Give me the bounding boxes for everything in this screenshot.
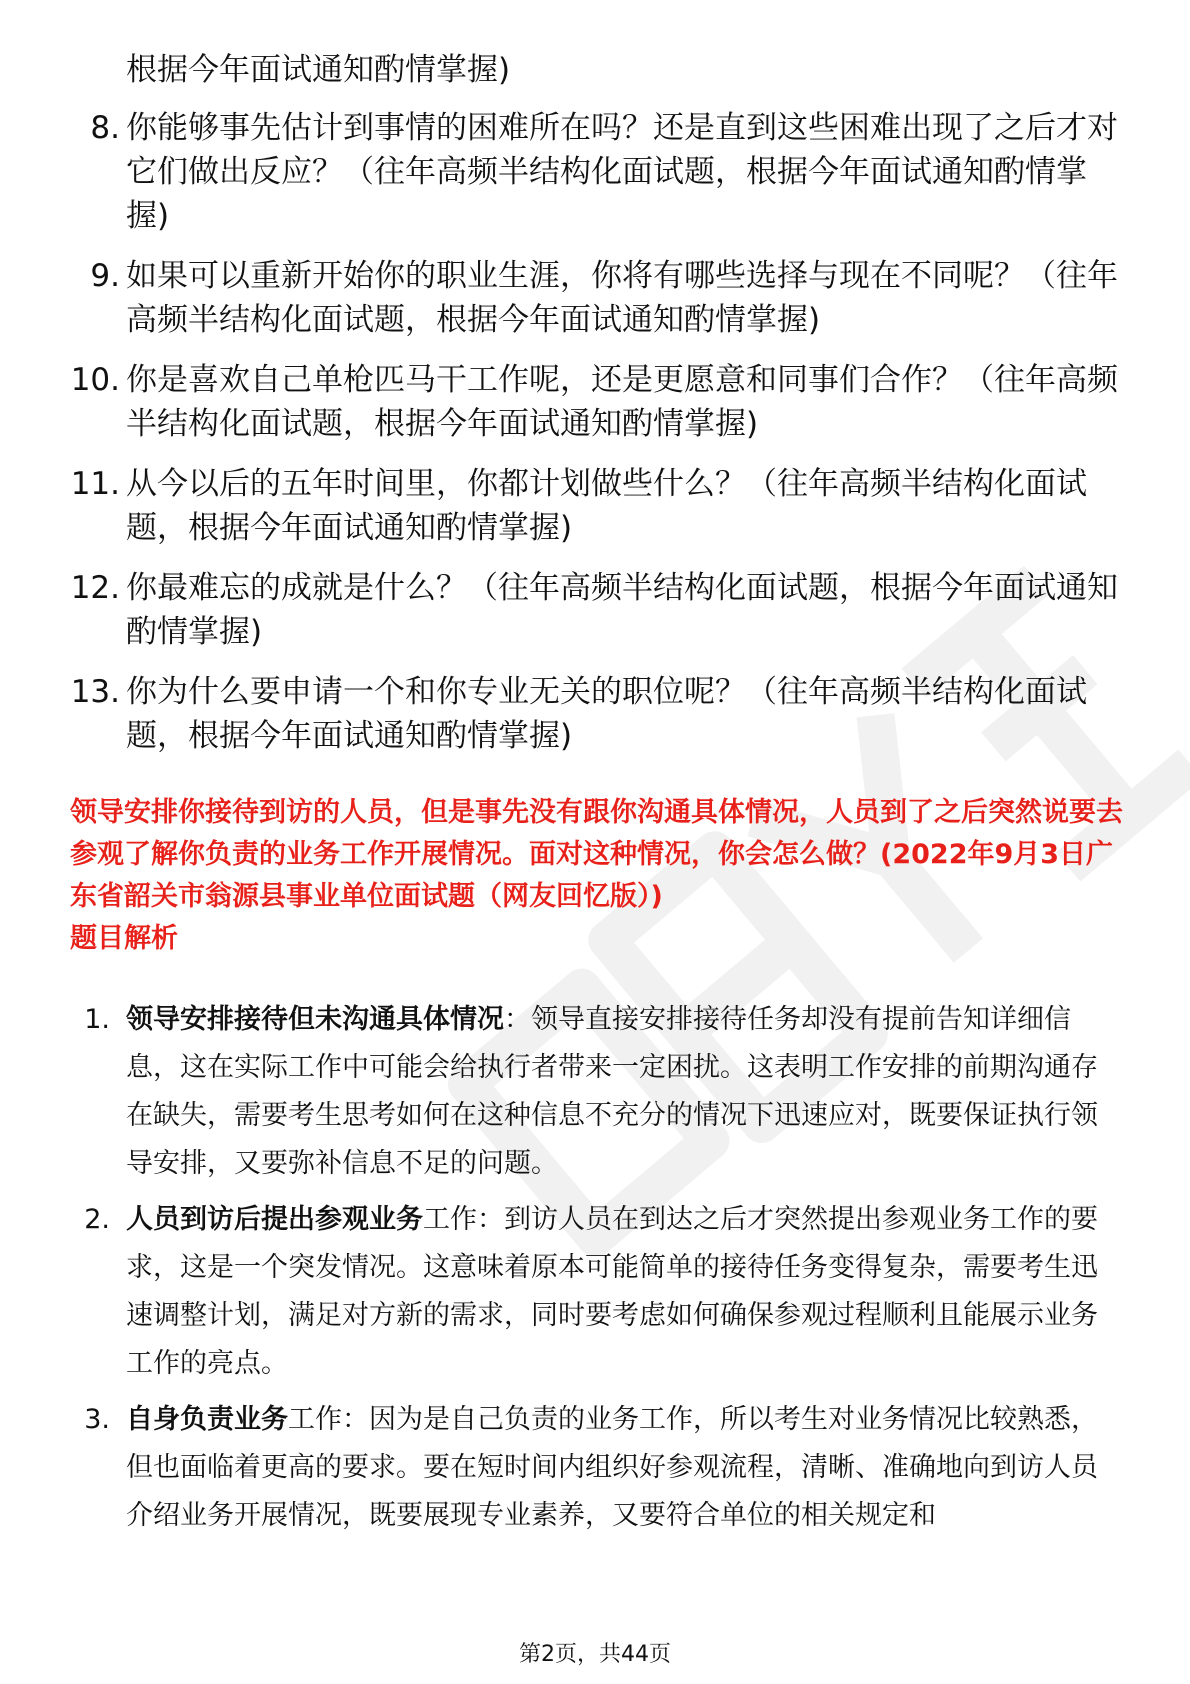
list-item: [70, 48, 1130, 92]
item-text: 工作：因为是自己负责的业务工作，所以考生对业务情况比较熟悉，但也面临着更高的要求。要在短时间内组织好参观流程，清晰、准确地向到访人员介绍业务开展情况，既要展现专业素养，又要符合单位的相关规定和: [126, 1404, 1098, 1531]
item-text: 你是喜欢自己单枪匹马干工作呢，还是更愿意和同事们合作？（往年高频半结构化面试题，根据今年面试通知酌情掌握): [126, 362, 1118, 442]
item-number: 11.: [70, 466, 120, 502]
item-number: 9.: [90, 258, 120, 294]
item-text: 如果可以重新开始你的职业生涯，你将有哪些选择与现在不同呢？（往年高频半结构化面试题，根据今年面试通知酌情掌握): [126, 258, 1118, 338]
item-number: 12.: [70, 570, 120, 606]
item-number: 1.: [84, 1004, 110, 1035]
item-text: 工作：到访人员在到达之后才突然提出参观业务工作的要求，这是一个突发情况。这意味着原本可能简单的接待任务变得复杂，需要考生迅速调整计划，满足对方新的需求，同时要考虑如何确保参观过程顺利且能展示业务工作的亮点。: [126, 1204, 1098, 1379]
list-item: [80, 1196, 1120, 1388]
item-key: 领导安排接待但未沟通具体情况: [126, 1004, 504, 1035]
question-list: [70, 48, 1130, 774]
item-number: 8.: [90, 110, 120, 146]
item-text: 你能够事先估计到事情的困难所在吗？还是直到这些困难出现了之后才对它们做出反应？（往年高频半结构化面试题，根据今年面试通知酌情掌握): [126, 110, 1118, 234]
analysis-list: [80, 996, 1120, 1548]
list-item: [70, 462, 1130, 550]
item-text: ：领导直接安排接待任务却没有提前告知详细信息，这在实际工作中可能会给执行者带来一定困扰。这表明工作安排的前期沟通存在缺失，需要考生思考如何在这种信息不充分的情况下迅速应对，既要保证执行领导安排，又要弥补信息不足的问题。: [126, 1004, 1098, 1179]
list-item: [70, 358, 1130, 446]
item-number: 2.: [84, 1204, 110, 1235]
list-item: [70, 254, 1130, 342]
list-item: [70, 670, 1130, 758]
item-text: 你最难忘的成就是什么？（往年高频半结构化面试题，根据今年面试通知酌情掌握): [126, 570, 1118, 650]
list-item: [70, 106, 1130, 238]
item-number: 10.: [70, 362, 120, 398]
item-key: 人员到访后提出参观业务: [126, 1204, 423, 1235]
item-text: 从今以后的五年时间里，你都计划做些什么？（往年高频半结构化面试题，根据今年面试通知酌情掌握): [126, 466, 1087, 546]
page-footer: 第2页，共44页: [519, 1642, 671, 1667]
item-key: 自身负责业务: [126, 1404, 288, 1435]
item-number: 13.: [70, 674, 120, 710]
item-text: 根据今年面试通知酌情掌握): [126, 52, 511, 88]
highlight-question: 领导安排你接待到访的人员，但是事先没有跟你沟通具体情况，人员到了之后突然说要去参观了解你负责的业务工作开展情况。面对这种情况，你会怎么做？(2022年9月3日广东省韶关市翁源县事业单位面试题（网友回忆版）): [70, 797, 1123, 912]
item-text: 你为什么要申请一个和你专业无关的职位呢？（往年高频半结构化面试题，根据今年面试通知酌情掌握): [126, 674, 1087, 754]
list-item: [80, 996, 1120, 1188]
list-item: [80, 1396, 1120, 1540]
analysis-title: 题目解析: [70, 923, 178, 954]
item-number: 3.: [84, 1404, 110, 1435]
list-item: [70, 566, 1130, 654]
